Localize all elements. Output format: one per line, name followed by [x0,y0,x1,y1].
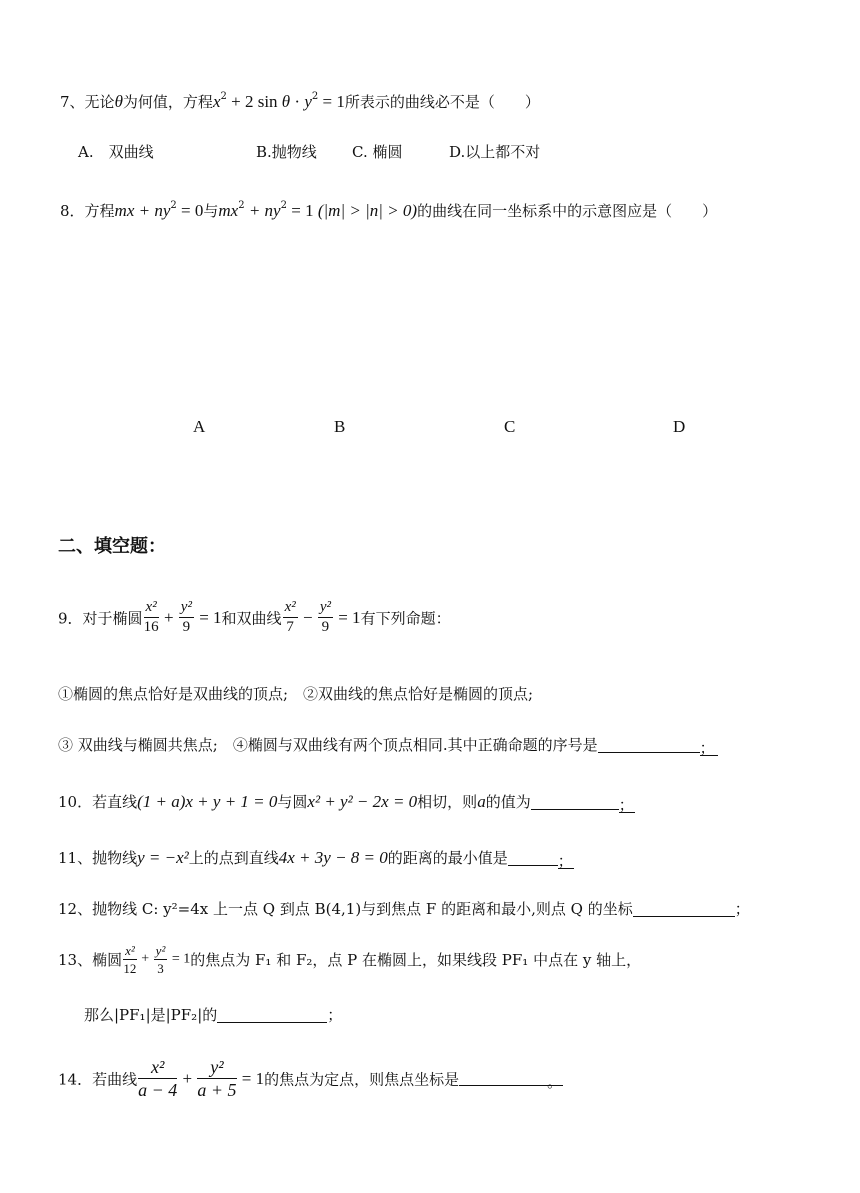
q7-number: 7、 [60,93,85,111]
q7-eq-c: θ [281,92,291,111]
q13-answer-blank[interactable] [217,1008,327,1023]
q7-eq-f: = 1 [318,92,345,111]
q10-eq2: x² + y² − 2x = 0 [307,792,418,811]
question-13: 13、椭圆 $\frac{\text{x²}}{12}$ + $\frac{\text{y²}}{3}$ = 1的焦点为 F₁ 和 F₂，点 P 在椭圆上，如果线段 PF₁ 中点在 y 轴上， [58,943,642,976]
q7-option-b: B.抛物线 [256,143,317,161]
q8-cond: (|m| > |n| > 0) [313,201,418,220]
q8-eq1-tail: = 0 [176,201,204,220]
q7-mid: 为何值，方程 [122,93,213,111]
q14-frac-1: $\frac{\text{x²}}{a - 4}$ [138,1057,178,1100]
q13-frac-2: $\frac{\text{y²}}{3}$ [155,943,166,976]
question-9: 9．对于椭圆 $\frac{\text{x²}}{16}$ + $\frac{\text{y²}}{9}$ = 1和双曲线 $\frac{\text{x²}}{7}$ − $\frac{\text{y²}}{9}$ = 1有下列命题： [58,599,451,635]
q9-answer-blank[interactable] [598,738,700,753]
q14-answer-blank[interactable] [459,1071,547,1086]
q7-option-a: A. 双曲线 [78,143,154,161]
q7-eq-b: + 2 sin [226,92,282,111]
q7-option-d: D.以上都不对 [449,143,541,161]
q8-choice-c: C [504,417,516,436]
q9-frac-3: $\frac{\text{x²}}{7}$ [284,599,296,635]
q9-line-2: ①椭圆的焦点恰好是双曲线的顶点; ②双曲线的焦点恰好是椭圆的顶点; [58,685,534,703]
q9-frac-4: $\frac{\text{y²}}{9}$ [319,599,331,635]
q9-post: 有下列命题： [360,609,451,628]
q9-mid: 和双曲线 [221,609,282,628]
q9-line-3: ③ 双曲线与椭圆共焦点; ④椭圆与双曲线有两个顶点相同.其中正确命题的序号是 ； [58,738,718,756]
q8-conj: 与 [203,202,219,220]
q11-answer-blank[interactable] [508,851,558,866]
q8-number: 8．方程 [60,202,115,220]
q8-choice-d: D [673,417,686,436]
q12-answer-blank[interactable] [633,902,735,917]
q10-eq1: (1 + a)x + y + 1 = 0 [137,792,278,811]
question-12: 12、抛物线 C: y²=4x 上一点 Q 到点 B(4,1)与到焦点 F 的距离和最小,则点 Q 的坐标 ； [58,900,750,918]
q10-answer-blank[interactable] [531,795,619,810]
q8-choice-b: B [334,417,346,436]
q11-eq2: 4x + 3y − 8 = 0 [278,848,388,867]
q7-pre: 无论 [84,93,115,111]
q9-end: ； [700,741,718,756]
q7-eq-a: x [212,92,221,111]
q7-post: 所表示的曲线必不是（ ） [344,93,540,111]
question-11: 11、抛物线y = −x²上的点到直线4x + 3y − 8 = 0的距离的最小值是 ； [58,848,573,870]
question-14: 14．若曲线 $\frac{\text{x²}}{a - 4}$ + $\frac{\text{y²}}{a + 5}$ = 1的焦点为定点，则焦点坐标是 。 [58,1057,563,1100]
q14-frac-2: $\frac{\text{y²}}{a + 5}$ [197,1057,237,1100]
q7-eq-d: · [290,92,305,111]
q11-eq1: y = −x² [137,848,189,867]
q9-frac-2: $\frac{\text{y²}}{9}$ [180,599,192,635]
q8-eq2-tail: = 1 [286,201,314,220]
question-8: 8．方程mx + $ny^2 = 0$与$mx^2 + ny^2 = 1$ (|m| > |n| > 0)的曲线在同一坐标系中的示意图应是（ ） [60,200,718,220]
q7-eq-e: y [304,92,312,111]
q13-frac-1: $\frac{\text{x²}}{12}$ [123,943,137,976]
q8-eq2-mid: + ny [244,201,281,220]
q8-post: 的曲线在同一坐标系中的示意图应是（ ） [417,202,718,220]
question-10: 10．若直线(1 + a)x + y + 1 = 0与圆x² + y² − 2x = 0相切，则a的值为 ； [58,792,634,814]
section-heading: 二、填空题： [58,536,166,557]
q9-number: 9．对于椭圆 [58,609,143,628]
q13-line-2: 那么|PF₁|是|PF₂|的 ； [84,1006,343,1024]
q9-frac-1: $\frac{\text{x²}}{16}$ [143,599,159,635]
q8-eq2: mx [218,201,239,220]
q8-eq1: mx + ny [114,201,171,220]
q7-option-c: C. 椭圆 [352,143,403,161]
question-7: 7、无论θ为何值，方程$x^2 + 2$ $\sin \theta \cdot y^2 = 1$所表示的曲线必不是（ ） [60,91,540,111]
q7-theta: θ [114,92,123,111]
q8-choice-a: A [193,417,206,436]
